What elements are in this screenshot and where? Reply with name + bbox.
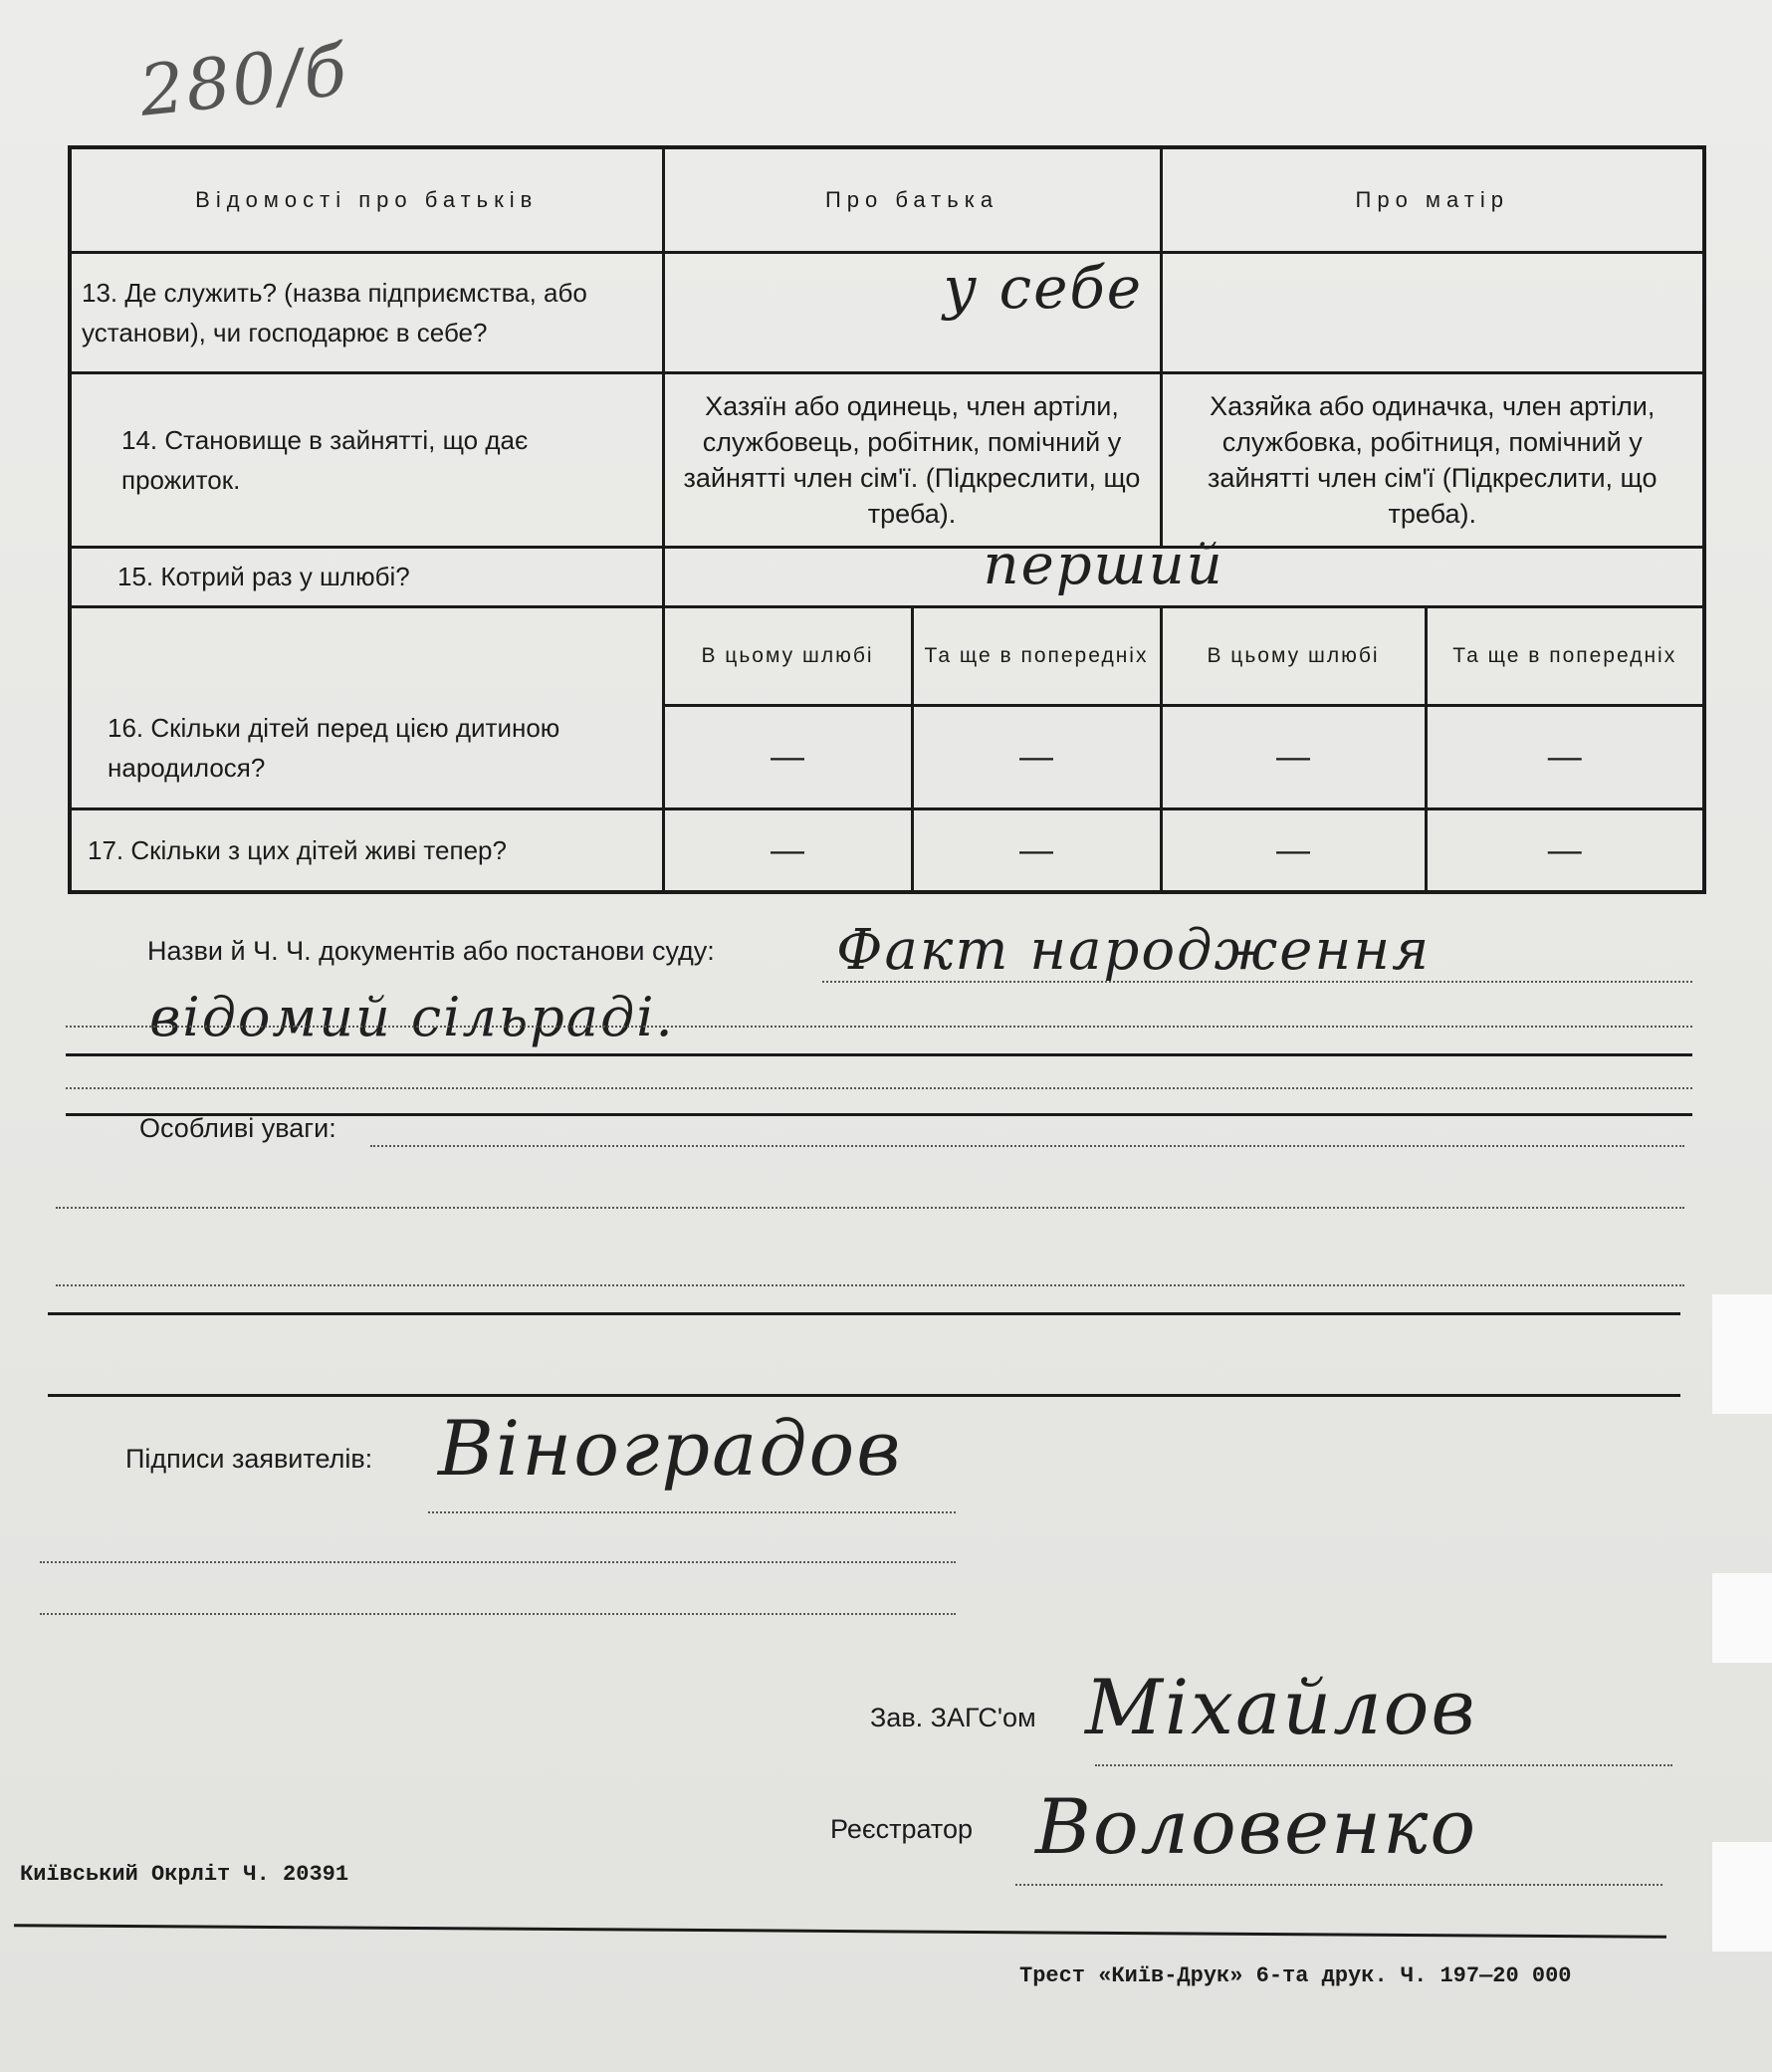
documents-field-line[interactable] [66,1026,1692,1028]
archive-number: 280/б [135,29,352,132]
q16-father-this[interactable]: — [663,706,912,809]
head-zags-label: Зав. ЗАГС'ом [870,1703,1036,1732]
q17-father-this[interactable]: — [663,809,912,892]
remarks-label: Особливі уваги: [139,1113,336,1143]
printer-left: Київський Окрліт Ч. 20391 [20,1862,349,1887]
documents-value-line2: відомий сільраді. [149,986,675,1048]
head-zags-signature-line[interactable] [1095,1764,1672,1766]
subheader-mother-this: В цьому шлюбі [1161,607,1426,706]
printer-right: Трест «Київ-Друк» 6-та друк. Ч. 197—20 000 [1019,1963,1572,1988]
row-q17 [70,809,1704,892]
q13-father-cell[interactable] [663,253,1161,373]
subheader-father-previous: Та ще в попередніх [912,607,1161,706]
q17-mother-previous[interactable]: — [1426,809,1704,892]
row-q14 [70,372,1704,547]
q16-mother-previous[interactable]: — [1426,706,1704,809]
header-info: Відомості про батьків [70,147,663,253]
row-q15 [70,547,1704,606]
table-header-row [70,147,1704,253]
question-14: 14. Становище в зайнятті, що дає прожиток. [70,372,663,547]
q17-mother-this[interactable]: — [1161,809,1426,892]
subheader-father-this: В цьому шлюбі [663,607,912,706]
header-father: Про батька [663,147,1161,253]
question-13: 13. Де служить? (назва підприємства, або установи), чи господарює в себе? [70,253,663,373]
parents-info-table [68,145,1706,894]
q13-mother-cell[interactable] [1161,253,1704,373]
applicants-signature-line[interactable] [428,1511,956,1513]
q16-father-previous[interactable]: — [912,706,1161,809]
divider [66,1053,1692,1056]
remarks-field-line[interactable] [56,1284,1684,1286]
q15-answer-cell[interactable] [663,532,1704,606]
q13-father-answer: у себе [943,254,1144,323]
question-15: 15. Котрий раз у шлюбі? [70,547,663,606]
registrar-signature-line[interactable] [1015,1884,1662,1886]
q17-father-previous[interactable]: — [912,809,1161,892]
applicants-signature: Віноградов [438,1404,903,1493]
q14-father-options[interactable]: Хазяїн або одинець, член артіли, службовець, робітник, помічний у зайнятті член сім'ї. (Підкреслити, що треба). [663,372,1161,547]
remarks-field-line[interactable] [370,1145,1684,1147]
q14-mother-options[interactable]: Хазяйка або одиначка, член артіли, службовка, робітниця, помічний у зайнятті член сім'ї (Підкреслити, що треба). [1161,372,1704,547]
header-mother: Про матір [1161,147,1704,253]
applicants-signature-label: Підписи заявителів: [125,1444,373,1474]
head-zags-signature: Міхайлов [1085,1663,1477,1751]
row-q16-subheader [70,607,1704,706]
applicants-signature-line[interactable] [40,1613,956,1615]
q15-answer: перший [983,532,1224,597]
remarks-field-line[interactable] [56,1207,1684,1209]
question-17: 17. Скільки з цих дітей живі тепер? [70,809,663,892]
question-16: 16. Скільки дітей перед цією дитиною народилося? [70,607,663,809]
torn-edge [1712,1294,1772,1414]
documents-label: Назви й Ч. Ч. документів або постанови суду: [147,936,715,966]
torn-edge [1712,1842,1772,1952]
documents-field-line[interactable] [66,1087,1692,1089]
divider [48,1312,1680,1315]
torn-edge [1712,1573,1772,1663]
footer-rule [14,1924,1666,1939]
row-q13 [70,253,1704,373]
applicants-signature-line[interactable] [40,1561,956,1563]
subheader-mother-previous: Та ще в попередніх [1426,607,1704,706]
documents-value-line1: Факт народження [836,918,1432,983]
registrar-signature: Воловенко [1035,1782,1478,1871]
documents-field-line[interactable] [822,981,1692,983]
registrar-label: Реєстратор [830,1814,974,1844]
q16-mother-this[interactable]: — [1161,706,1426,809]
divider [48,1394,1680,1397]
